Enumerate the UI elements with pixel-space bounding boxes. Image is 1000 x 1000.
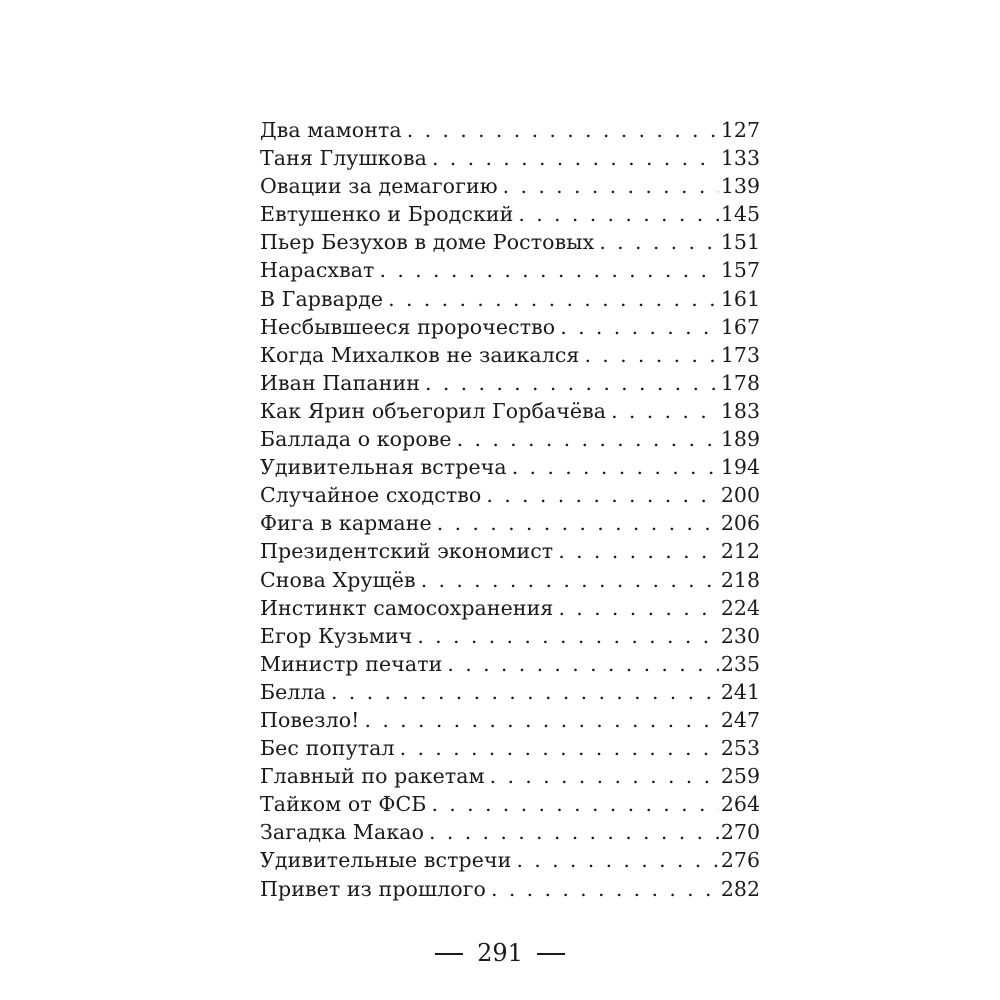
toc-entry-title: Иван Папанин — [260, 370, 420, 395]
toc-entry-page-number: 161 — [720, 286, 760, 311]
page-number: 291 — [477, 939, 523, 967]
toc-entry-page-number: 200 — [720, 483, 760, 508]
toc-entry — [260, 678, 760, 706]
toc-dot-leader — [380, 256, 719, 284]
toc-dot-leader — [457, 425, 719, 453]
toc-entry-page-number: 230 — [720, 623, 760, 648]
toc-dot-leader — [599, 228, 719, 256]
toc-entry-title: Несбывшееся пророчество — [260, 314, 556, 339]
toc-dot-leader — [407, 116, 719, 144]
toc-entry-page-number: 183 — [720, 398, 760, 423]
toc-entry-page-number: 145 — [720, 202, 760, 227]
toc-entry — [260, 622, 760, 650]
toc-entry — [260, 509, 760, 537]
toc-dot-leader — [491, 875, 719, 903]
folio-dash-right — [537, 953, 565, 955]
toc-entry-page-number: 194 — [720, 455, 760, 480]
toc-entry-title: Когда Михалков не заикался — [260, 342, 580, 367]
toc-entry — [260, 341, 760, 369]
toc-dot-leader — [490, 762, 719, 790]
toc-entry — [260, 846, 760, 874]
toc-dot-leader — [432, 144, 719, 172]
toc-entry-page-number: 157 — [720, 258, 760, 283]
toc-entry-title: Повезло! — [260, 707, 360, 732]
toc-entry — [260, 594, 760, 622]
toc-entry — [260, 425, 760, 453]
toc-entry — [260, 875, 760, 903]
toc-entry-title: В Гарварде — [260, 286, 384, 311]
toc-entry-page-number: 133 — [720, 146, 760, 171]
toc-entry-page-number: 247 — [720, 707, 760, 732]
toc-entry-page-number: 224 — [720, 595, 760, 620]
page-folio — [0, 938, 1000, 968]
toc-dot-leader — [421, 566, 719, 594]
toc-entry-page-number: 127 — [720, 118, 760, 142]
toc-entry — [260, 228, 760, 256]
toc-entry-title: Овации за демагогию — [260, 174, 498, 199]
toc-entry — [260, 116, 760, 144]
toc-entry-title: Пьер Безухов в доме Ростовых — [260, 230, 595, 255]
toc-dot-leader — [486, 481, 718, 509]
toc-entry — [260, 706, 760, 734]
toc-entry — [260, 818, 760, 846]
toc-entry-title: Как Ярин объегорил Горбачёва — [260, 398, 607, 423]
toc-dot-leader — [518, 200, 718, 228]
toc-dot-leader — [558, 537, 719, 565]
toc-entry — [260, 650, 760, 678]
toc-entry — [260, 566, 760, 594]
toc-entry-page-number: 151 — [720, 230, 760, 255]
toc-dot-leader — [417, 622, 719, 650]
toc-entry — [260, 200, 760, 228]
toc-entry-title: Белла — [260, 679, 326, 704]
toc-entry-title: Удивительная встреча — [260, 455, 507, 480]
toc-entry-page-number: 282 — [720, 876, 760, 901]
toc-entry-title: Загадка Макао — [260, 820, 425, 845]
toc-dot-leader — [516, 846, 718, 874]
toc-entry-title: Таня Глушкова — [260, 146, 427, 171]
toc-entry-page-number: 253 — [720, 736, 760, 761]
toc-entry-title: Нарасхват — [260, 258, 375, 283]
toc-entry-title: Случайное сходство — [260, 483, 482, 508]
toc-entry-title: Снова Хрущёв — [260, 567, 416, 592]
toc-entry — [260, 397, 760, 425]
toc-dot-leader — [425, 369, 719, 397]
toc-entry-title: Два мамонта — [260, 118, 402, 142]
toc-dot-leader — [431, 790, 718, 818]
toc-entry-page-number: 173 — [720, 342, 760, 367]
toc-dot-leader — [447, 650, 718, 678]
toc-dot-leader — [437, 509, 719, 537]
toc-dot-leader — [400, 734, 719, 762]
toc-entry-page-number: 189 — [720, 427, 760, 452]
toc-entry — [260, 313, 760, 341]
toc-entry-title: Главный по ракетам — [260, 764, 485, 789]
toc-entry-title: Бес попутал — [260, 736, 395, 761]
toc-entry-page-number: 178 — [720, 370, 760, 395]
toc-entry — [260, 453, 760, 481]
toc-dot-leader — [429, 818, 719, 846]
toc-entry — [260, 734, 760, 762]
toc-entry-title: Егор Кузьмич — [260, 623, 413, 648]
toc-dot-leader — [331, 678, 719, 706]
toc-entry — [260, 790, 760, 818]
toc-entry-title: Тайком от ФСБ — [260, 792, 427, 817]
toc-entry — [260, 144, 760, 172]
toc-entry-page-number: 241 — [720, 679, 760, 704]
toc-entry-title: Удивительные встречи — [260, 848, 512, 873]
toc-entry — [260, 172, 760, 200]
toc-entry-page-number: 218 — [720, 567, 760, 592]
toc-dot-leader — [364, 706, 718, 734]
toc-entry-page-number: 206 — [720, 511, 760, 536]
toc-entry-title: Фига в кармане — [260, 511, 432, 536]
toc-entry-title: Евтушенко и Бродский — [260, 202, 514, 227]
toc-entry — [260, 762, 760, 790]
toc-dot-leader — [584, 341, 718, 369]
toc-entry-page-number: 276 — [720, 848, 760, 873]
toc-entry-page-number: 270 — [720, 820, 760, 845]
table-of-contents — [260, 116, 760, 903]
toc-dot-leader — [560, 313, 719, 341]
toc-entry — [260, 285, 760, 313]
toc-entry-title: Баллада о корове — [260, 427, 452, 452]
toc-entry-title: Президентский экономист — [260, 539, 554, 564]
toc-entry-title: Привет из прошлого — [260, 876, 486, 901]
toc-entry-page-number: 212 — [720, 539, 760, 564]
toc-dot-leader — [512, 453, 719, 481]
folio-dash-left — [435, 953, 463, 955]
toc-entry-page-number: 259 — [720, 764, 760, 789]
toc-entry-page-number: 139 — [720, 174, 760, 199]
toc-entry-title: Министр печати — [260, 651, 443, 676]
toc-entry-page-number: 235 — [720, 651, 760, 676]
toc-entry — [260, 481, 760, 509]
toc-entry — [260, 537, 760, 565]
toc-dot-leader — [558, 594, 718, 622]
toc-entry-page-number: 264 — [720, 792, 760, 817]
toc-dot-leader — [611, 397, 719, 425]
toc-entry — [260, 369, 760, 397]
toc-entry — [260, 256, 760, 284]
toc-entry-title: Инстинкт самосохранения — [260, 595, 554, 620]
toc-dot-leader — [503, 172, 719, 200]
toc-entry-page-number: 167 — [720, 314, 760, 339]
toc-dot-leader — [388, 285, 719, 313]
